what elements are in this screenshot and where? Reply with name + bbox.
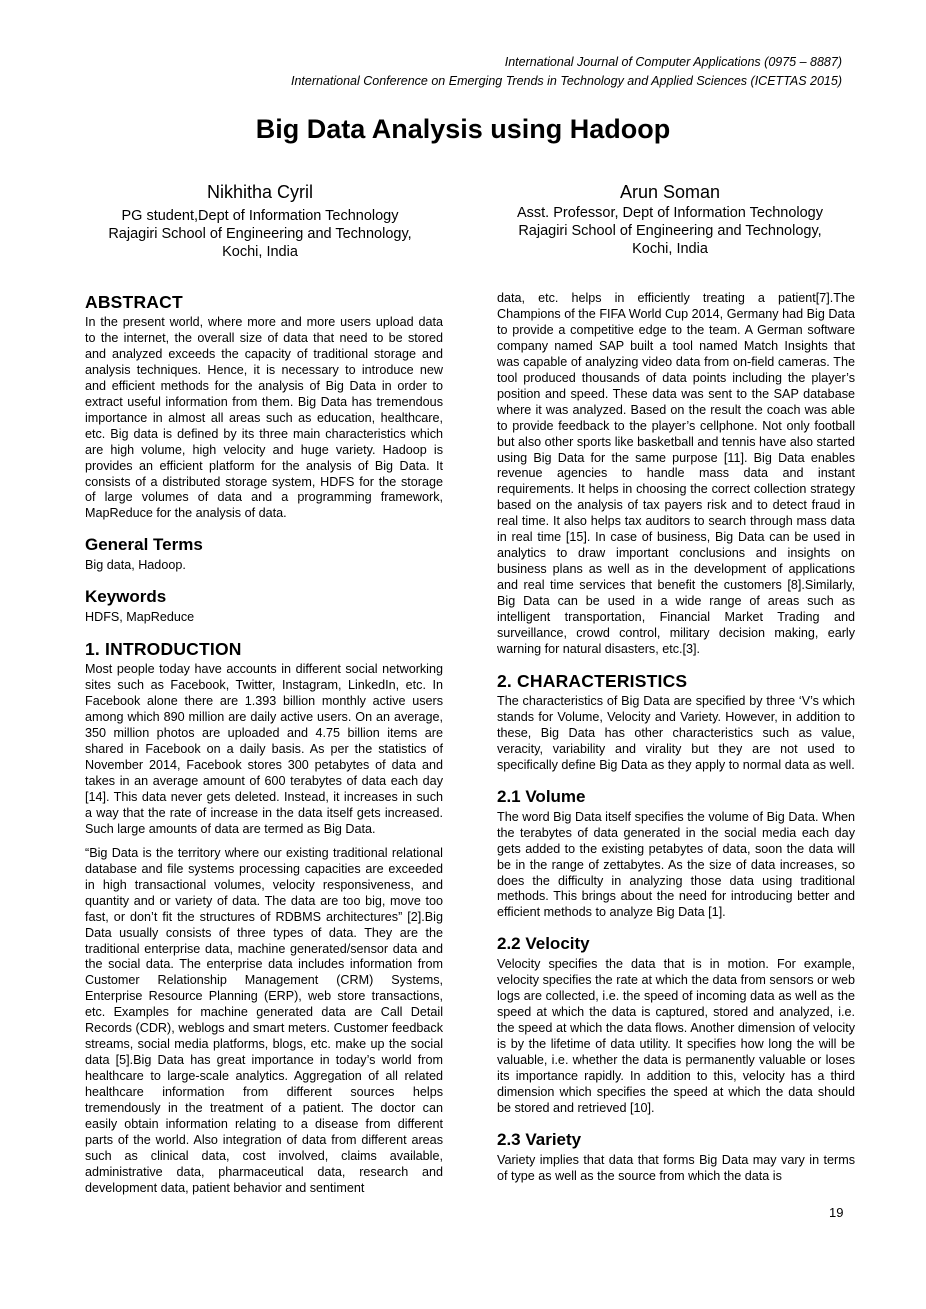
author-block-2: [480, 180, 860, 258]
velocity-heading: 2.2 Velocity: [497, 934, 590, 954]
volume-text: The word Big Data itself specifies the volume of Big Data. When the terabytes of data generated in the social media each day gets added to the existing petabytes of data, soon the data will be in the range of zettabytes. As the size of data increases, so does the difficulty in analyzing those data using traditional methods. This brings about the need for introducing better and efficient methods to analyze Big Data [1].: [497, 809, 855, 920]
introduction-paragraph-1: Most people today have accounts in different social networking sites such as Facebook, Twitter, Instagram, LinkedIn, etc. In Facebook alone there are 1.393 billion monthly active users among which 890 million are daily active users. On an average, 350 million photos are uploaded and 4.75 billion items are shared in Facebook on a daily basis. As per the statistics of November 2014, Facebook stores 300 petabytes of data and takes in an average amount of 600 terabytes of data each day [14]. This data never gets deleted. Instead, it increases in such a way that the rate of increase in the data itself gets increased. Such large amounts of data are termed as Big Data.: [85, 662, 443, 836]
author-block-1: [85, 180, 435, 261]
page-number: 19: [829, 1205, 844, 1220]
general-terms-text: Big data, Hadoop.: [85, 558, 186, 573]
author-affiliation: Kochi, India: [222, 244, 298, 260]
abstract-text: In the present world, where more and more users upload data to the internet, the overall size of data that need to be stored and analyzed exceeds the capacity of traditional storage and analysis techniques. Hence, it is necessary to introduce new and efficient methods for the analysis of Big Data in order to extract useful information from them. Big Data has tremendous importance in almost all areas such as education, healthcare, etc. Big data is defined by its three main characteristics which are high volume, high velocity and huge variety. Hadoop is provides an efficient platform for the analysis of Big Data. It consists of a distributed storage system, HDFS for the storage of large volumes of data and a programming framework, MapReduce for the analysis of data.: [85, 315, 443, 521]
volume-heading: 2.1 Volume: [497, 786, 586, 806]
author-affiliation: Kochi, India: [632, 241, 708, 257]
general-terms-heading: General Terms: [85, 535, 203, 555]
author-affiliation: Rajagiri School of Engineering and Technology,: [518, 223, 822, 239]
characteristics-text: The characteristics of Big Data are specified by three ‘V’s which stands for Volume, Velocity and Variety. However, in addition to these, Big Data has other characteristics such as value, veracity, variability and virality but they are not used to specifically define Big Data as they apply to normal data as well.: [497, 693, 855, 772]
author-affiliation: PG student,Dept of Information Technology: [121, 208, 399, 224]
introduction-continued: data, etc. helps in efficiently treating a patient[7].The Champions of the FIFA World Cup 2014, Germany had Big Data to provide a competitive edge to the team. A German software company named SAP built a tool named Match Insights that was capable of analyzing video data from on-field cameras. The tool produced thousands of data points including the player’s position and speed. These data was sent to the SAP database where it was analyzed. Based on the result the coach was able to provide feedback to the player’s cellphone. Not only football but also other sports like basketball and tennis have also started using Big Data for the same purpose [11]. Big Data enables revenue agencies to handle mass data and instant requirements. It helps in choosing the correct collection strategy based on the analysis of tax payers risk and to detect fraud in real time. It also helps tax auditors to search through mass data in real time [15]. In case of business, Big Data can be used in analytics to draw important conclusions and insights on business plans as well as in the development of applications and real time services that benefit the customers [8].Similarly, Big Data can be used in a wide range of areas such as intelligent transportation, Financial Market Trading and surveillance, crowd control, military decision making, early warning for natural disasters, etc.[3].: [497, 291, 855, 656]
abstract-heading: ABSTRACT: [85, 292, 183, 312]
introduction-paragraph-2: “Big Data is the territory where our existing traditional relational database and file systems processing capacities are exceeded in high transactional volumes, velocity responsiveness, and quantity and or variety of data. The data are too big, move too fast, or don’t fit the structures of RDBMS architectures” [2].Big Data usually consists of three types of data. They are the traditional enterprise data, machine generated/sensor data and the social data. The enterprise data includes information from Customer Relationship Management (CRM) Systems, Enterprise Resource Planning (ERP), web store transactions, etc. Examples for machine generated data are Call Detail Records (CDR), weblogs and smart meters. Customer feedback streams, social media platforms, blogs, etc. make up the social data [5].Big Data has great importance in today’s world from healthcare to large-scale analytics. Aggregation of all related healthcare information from different sources helps tremendously in the treatment of a patient. The doctor can easily obtain information relating to a disease from different parts of the world. Also integration of data from different areas such as clinical data, cost involved, claims available, administrative data, pharmaceutical data, research and development data, patient behavior and sentiment: [85, 845, 443, 1195]
journal-header-line1: International Journal of Computer Applications (0975 – 8887): [504, 55, 842, 69]
author-affiliation: Rajagiri School of Engineering and Technology,: [108, 226, 412, 242]
velocity-text: Velocity specifies the data that is in motion. For example, velocity specifies the rate at which the data from sensors or web logs are collected, i.e. the speed of incoming data as well as the speed at which the data is captured, stored and analyzed, i.e. the speed at which the data flows. Another dimension of velocity is by the lifetime of data utility. It specifies how long the will be valuable, i.e. whether the data is permanently valuable or loses its importance rapidly. In addition to this, velocity has a third dimension which specifies the speed at which the data should be stored and retrieved [10].: [497, 957, 855, 1115]
journal-header-line2: International Conference on Emerging Trends in Technology and Applied Sciences (ICETTAS 2015): [290, 74, 842, 88]
keywords-text: HDFS, MapReduce: [85, 610, 195, 625]
author-name: Arun Soman: [619, 182, 721, 202]
right-column: [497, 291, 855, 1193]
introduction-heading: 1. INTRODUCTION: [85, 639, 242, 660]
keywords-heading: Keywords: [85, 587, 167, 607]
author-affiliation: Asst. Professor, Dept of Information Technology: [516, 205, 823, 221]
left-column: [85, 291, 443, 1205]
characteristics-heading: 2. CHARACTERISTICS: [497, 670, 688, 691]
variety-text: Variety implies that data that forms Big Data may vary in terms of type as well as the source from which the data is: [497, 1152, 855, 1183]
paper-title: Big Data Analysis using Hadoop: [255, 114, 671, 144]
author-name: Nikhitha Cyril: [206, 182, 314, 202]
variety-heading: 2.3 Variety: [497, 1129, 582, 1149]
